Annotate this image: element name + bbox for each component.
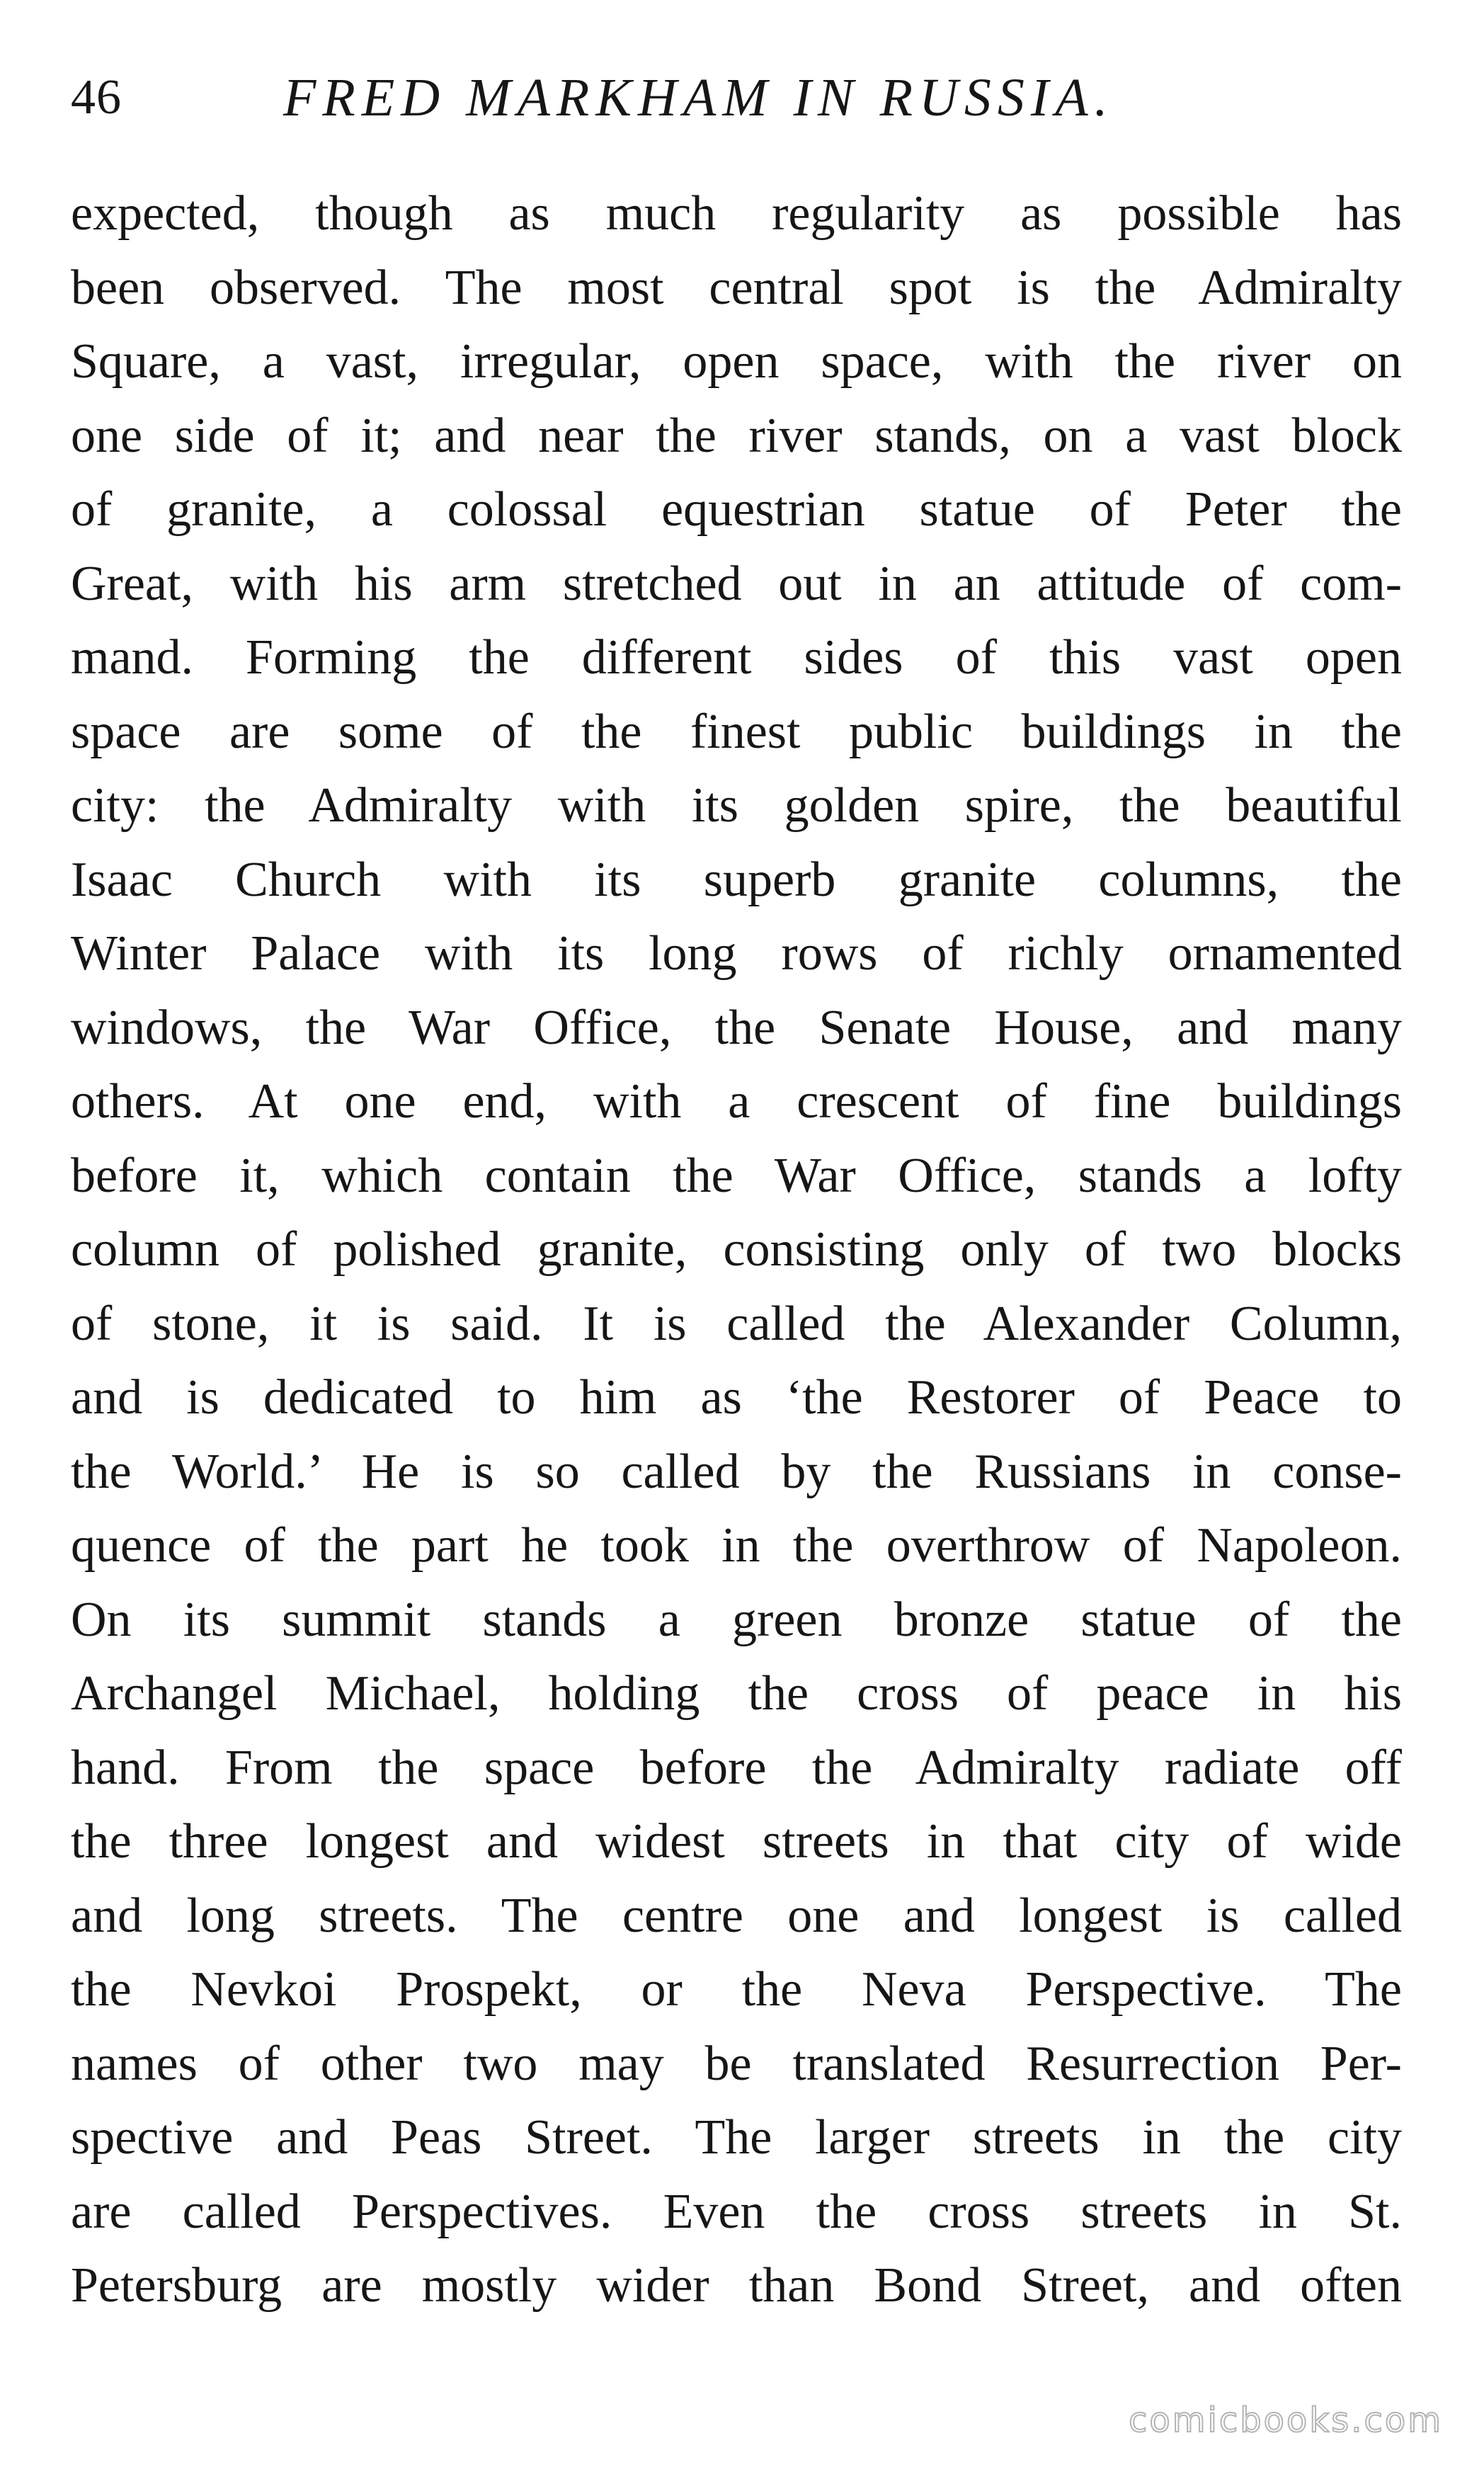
text-line: Archangel Michael, holding the cross of peace in his bbox=[71, 1666, 1402, 1721]
text-line: of stone, it is said. It is called the Alexander Column, bbox=[71, 1296, 1402, 1351]
text-line: one side of it; and near the river stands, on a vast block bbox=[71, 408, 1402, 463]
text-line: On its summit stands a green bronze statue of the bbox=[71, 1592, 1402, 1647]
text-line: city: the Admiralty with its golden spire, the beautiful bbox=[71, 778, 1402, 833]
text-line: been observed. The most central spot is the Admiralty bbox=[71, 260, 1402, 315]
running-head bbox=[71, 53, 1402, 138]
text-line: mand. Forming the different sides of this vast open bbox=[71, 630, 1402, 685]
watermark: comicbooks.com bbox=[1128, 2401, 1443, 2440]
text-line: names of other two may be translated Resurrection Per- bbox=[71, 2036, 1402, 2091]
text-line: column of polished granite, consisting only of two blocks bbox=[71, 1222, 1402, 1277]
text-line: Winter Palace with its long rows of richly ornamented bbox=[71, 926, 1402, 981]
text-line: and is dedicated to him as ‘the Restorer of Peace to bbox=[71, 1370, 1402, 1425]
text-line: quence of the part he took in the overthrow of Napoleon. bbox=[71, 1518, 1402, 1573]
text-line: hand. From the space before the Admiralty radiate off bbox=[71, 1740, 1402, 1795]
text-line: of granite, a colossal equestrian statue of Peter the bbox=[71, 482, 1402, 537]
text-line: windows, the War Office, the Senate House, and many bbox=[71, 1000, 1402, 1055]
text-line: others. At one end, with a crescent of fine buildings bbox=[71, 1074, 1402, 1129]
body-text bbox=[71, 177, 1402, 2323]
text-line: and long streets. The centre one and longest is called bbox=[71, 1888, 1402, 1943]
text-line: Isaac Church with its superb granite columns, the bbox=[71, 852, 1402, 907]
text-line: the three longest and widest streets in that city of wide bbox=[71, 1814, 1402, 1869]
text-line: are called Perspectives. Even the cross streets in St. bbox=[71, 2184, 1402, 2239]
page-number: 46 bbox=[71, 70, 122, 125]
text-line: Square, a vast, irregular, open space, with the river on bbox=[71, 334, 1402, 389]
text-line: Petersburg are mostly wider than Bond Street, and often bbox=[71, 2258, 1402, 2313]
text-line: Great, with his arm stretched out in an attitude of com- bbox=[71, 556, 1402, 611]
text-line: the World.’ He is so called by the Russians in conse- bbox=[71, 1444, 1402, 1499]
text-line: space are some of the finest public buildings in the bbox=[71, 704, 1402, 759]
text-line: spective and Peas Street. The larger streets in the city bbox=[71, 2110, 1402, 2165]
text-line: before it, which contain the War Office, stands a lofty bbox=[71, 1148, 1402, 1203]
text-line: the Nevkoi Prospekt, or the Neva Perspective. The bbox=[71, 1962, 1402, 2017]
text-line: expected, though as much regularity as possible has bbox=[71, 186, 1402, 241]
book-title: FRED MARKHAM IN RUSSIA. bbox=[283, 68, 1114, 127]
